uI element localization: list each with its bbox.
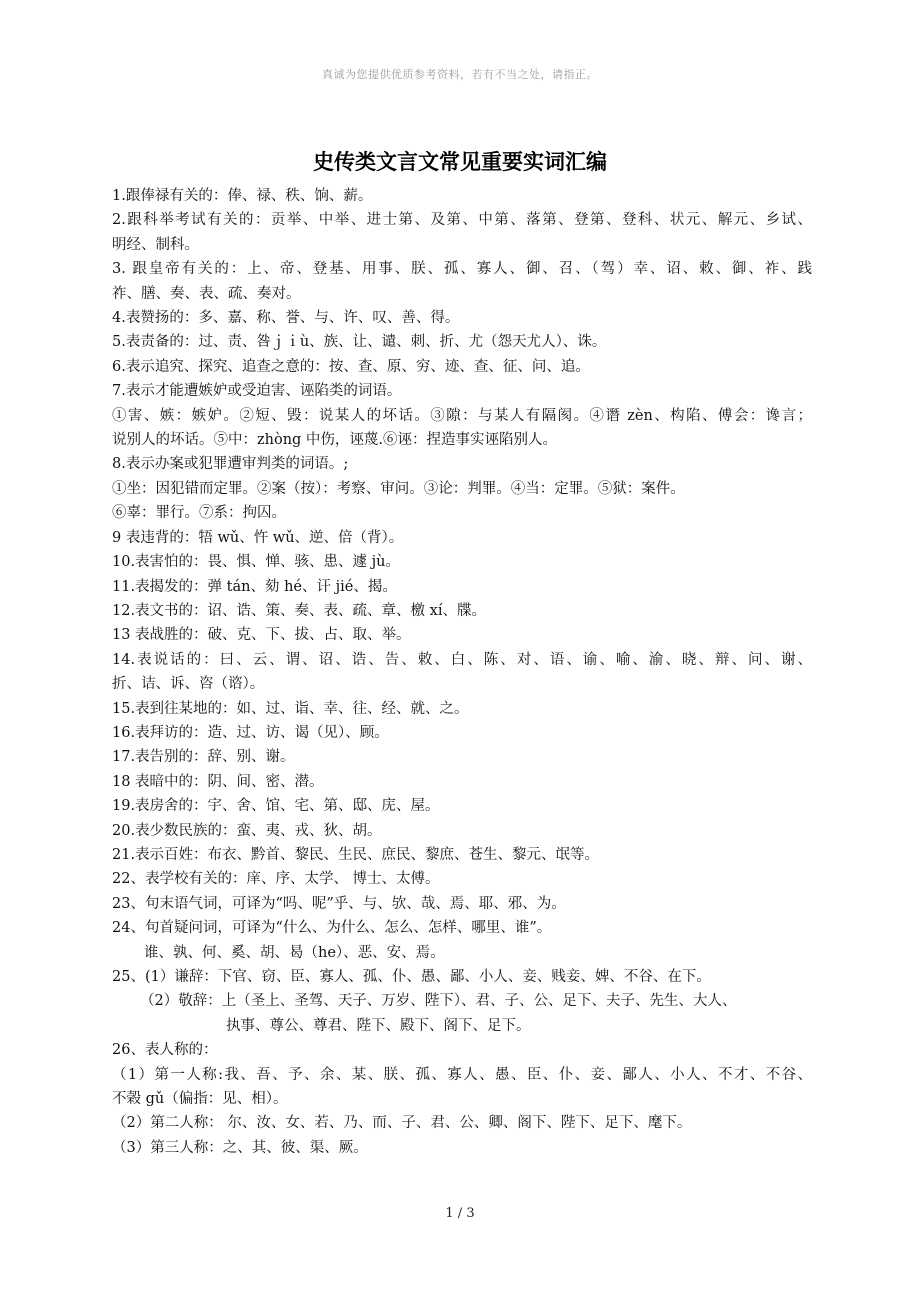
text-line: 15.表到往某地的：如、过、诣、幸、往、经、就、之。 — [112, 700, 469, 717]
text-line: 祚、膳、奏、表、疏、奏对。 — [112, 285, 301, 302]
text-line: 19.表房舍的：宇、舍、馆、宅、第、邸、庑、屋。 — [112, 798, 440, 815]
text-line: 26、表人称的： — [112, 1042, 218, 1059]
text-line: 谁、孰、何、奚、胡、曷（he）、恶、安、焉。 — [144, 944, 445, 961]
text-line: （3）第三人称：之、其、彼、渠、厥。 — [112, 1139, 368, 1156]
page-title: 史传类文言文常见重要实词汇编 — [313, 149, 607, 174]
text-line: （2）第二人称： 尔、汝、女、若、乃、而、子、君、公、卿、阁下、陛下、足下、麾下。 — [112, 1115, 692, 1132]
text-line: 明经、制科。 — [112, 236, 199, 253]
text-line: 折、诘、诉、咨（谘）。 — [112, 676, 265, 693]
text-line: 4.表赞扬的：多、嘉、称、誉、与、许、叹、善、得。 — [112, 310, 460, 327]
text-line: 12.表文书的：诏、诰、策、奏、表、疏、章、檄 xí、牒。 — [112, 602, 486, 619]
text-line: 10.表害怕的：畏、惧、惮、骇、患、遽 jù。 — [112, 554, 401, 571]
text-line: ①坐：因犯错而定罪。②案（按）：考察、审问。③论：判罪。④当：定罪。⑤狱：案件。 — [112, 480, 685, 497]
text-line: 9 表违背的：牾 wǔ、忤 wǔ、逆、倍（背）。 — [112, 529, 404, 546]
text-line: 24、句首疑问词，可译为“什么、为什么、怎么、怎样、哪里、谁”。 — [112, 920, 552, 937]
text-line: （2）敬辞：上（圣上、圣驾、天子、万岁、陛下）、君、子、公、足下、夫子、先生、大人、 — [140, 993, 737, 1010]
text-line: ⑥辜：罪行。⑦系：拘囚。 — [112, 505, 286, 522]
document-body — [112, 184, 812, 1160]
text-line: 3. 跟皇帝有关的：上、帝、登基、用事、朕、孤、寡人、御、召、（驾）幸、诏、敕、御、祚、践 — [112, 261, 812, 278]
text-line: 6.表示追究、探究、追查之意的：按、查、原、穷、迹、查、征、问、追。 — [112, 358, 590, 375]
text-line: 25、(1）谦辞：下官、窃、臣、寡人、孤、仆、愚、鄙、小人、妾、贱妾、婢、不谷、在下。 — [112, 969, 711, 985]
text-line: 说别人的坏话。⑤中：zhòng 中伤，诬蔑.⑥诬：捏造事实诬陷别人。 — [112, 432, 558, 449]
text-line: 22、表学校有关的：庠、序、太学、 博士、太傅。 — [112, 871, 440, 888]
text-line: 17.表告别的：辞、别、谢。 — [112, 749, 295, 766]
text-line: 18 表暗中的：阴、间、密、潜。 — [112, 773, 324, 790]
text-line: 13 表战胜的：破、克、下、拔、占、取、举。 — [112, 627, 411, 644]
text-line: 14.表说话的：曰、云、谓、诏、诰、告、敕、白、陈、对、语、谕、喻、渝、晓、辩、问、谢、 — [112, 651, 812, 668]
header-note: 真诚为您提供优质参考资料，若有不当之处，请指正。 — [322, 68, 598, 81]
text-line: 2.跟科举考试有关的：贡举、中举、进士第、及第、中第、落第、登第、登科、状元、解元、乡试、 — [112, 212, 812, 229]
text-line: ①害、嫉：嫉妒。②短、毁：说某人的坏话。③隙：与某人有隔阂。④谮 zèn、构陷、傅会：谗言； — [112, 407, 812, 424]
text-line: 1.跟俸禄有关的：俸、禄、秩、饷、薪。 — [112, 188, 373, 204]
text-line: 16.表拜访的：造、过、访、谒（见）、顾。 — [112, 724, 389, 741]
text-line: 20.表少数民族的：蛮、夷、戎、狄、胡。 — [112, 822, 382, 839]
text-line: 不榖 gǔ（偏指：见、相）。 — [112, 1091, 288, 1108]
text-line: 5.表责备的：过、责、咎ｊｉù、族、让、谴、刺、折、尤（怨天尤人）、诛。 — [112, 334, 607, 351]
text-line: 11.表揭发的：弹 tán、劾 hé、讦 jié、揭。 — [112, 578, 397, 595]
text-line: 8.表示办案或犯罪遭审判类的词语。; — [112, 456, 349, 473]
text-line: 23、句末语气词，可译为“吗、呢”乎、与、欤、哉、焉、耶、邪、为。 — [112, 895, 566, 912]
text-line: 执事、尊公、尊君、陛下、殿下、阁下、足下。 — [226, 1017, 531, 1034]
text-line: 7.表示才能遭嫉妒或受迫害、诬陷类的词语。 — [112, 383, 402, 400]
text-line: 21.表示百姓：布衣、黔首、黎民、生民、庶民、黎庶、苍生、黎元、氓等。 — [112, 846, 600, 863]
page-number: 1 / 3 — [445, 1206, 475, 1221]
text-line: （1）第一人称:我、吾、予、余、某、朕、孤、寡人、愚、臣、仆、妾、鄙人、小人、不才、不谷、 — [112, 1066, 812, 1083]
